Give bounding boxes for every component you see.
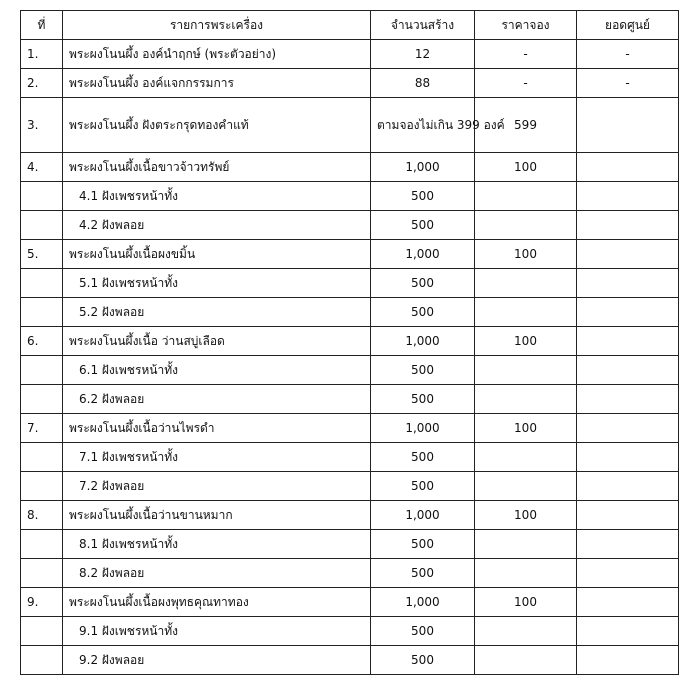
item-name-cell: 7.1 ฝังเพชรหน้าทั้ง <box>63 443 371 472</box>
row-number-cell <box>21 443 63 472</box>
price-cell: 100 <box>475 153 577 182</box>
price-cell <box>475 646 577 675</box>
page-bottom-margin <box>20 688 678 700</box>
quantity-cell: 500 <box>371 559 475 588</box>
table-row <box>21 617 679 646</box>
item-name-cell: 4.2 ฝังพลอย <box>63 211 371 240</box>
center-total-cell: - <box>577 69 679 98</box>
item-name-cell: 9.1 ฝังเพชรหน้าทั้ง <box>63 617 371 646</box>
table-row <box>21 443 679 472</box>
table-row <box>21 356 679 385</box>
quantity-cell: 1,000 <box>371 327 475 356</box>
price-cell <box>475 385 577 414</box>
item-name-cell: พระผงโนนผึ้งเนื้อขาวจ้าวทรัพย์ <box>63 153 371 182</box>
table-row <box>21 40 679 69</box>
table-row <box>21 69 679 98</box>
row-number-cell: 6. <box>21 327 63 356</box>
row-number-cell <box>21 646 63 675</box>
header-qty: จำนวนสร้าง <box>371 11 475 40</box>
price-cell <box>475 182 577 211</box>
center-total-cell <box>577 530 679 559</box>
center-total-cell <box>577 472 679 501</box>
table-row <box>21 153 679 182</box>
quantity-cell: 500 <box>371 356 475 385</box>
row-number-cell <box>21 617 63 646</box>
quantity-cell: 1,000 <box>371 414 475 443</box>
item-name-cell: พระผงโนนผึ้ง ฝังตระกรุดทองคำแท้ <box>63 98 371 153</box>
center-total-cell <box>577 153 679 182</box>
center-total-cell <box>577 501 679 530</box>
quantity-cell: 1,000 <box>371 588 475 617</box>
quantity-cell: 500 <box>371 530 475 559</box>
row-number-cell <box>21 182 63 211</box>
price-cell <box>475 269 577 298</box>
table-row <box>21 385 679 414</box>
quantity-cell: 500 <box>371 443 475 472</box>
table-row <box>21 588 679 617</box>
quantity-cell: 500 <box>371 472 475 501</box>
center-total-cell <box>577 240 679 269</box>
row-number-cell <box>21 356 63 385</box>
item-name-cell: พระผงโนนผึ้งเนื้อผงพุทธคุณทาทอง <box>63 588 371 617</box>
item-name-cell: 8.2 ฝังพลอย <box>63 559 371 588</box>
row-number-cell <box>21 472 63 501</box>
header-name: รายการพระเครื่อง <box>63 11 371 40</box>
price-cell: 100 <box>475 240 577 269</box>
table-body <box>21 40 679 675</box>
center-total-cell <box>577 385 679 414</box>
table-row <box>21 646 679 675</box>
center-total-cell <box>577 269 679 298</box>
item-name-cell: 6.2 ฝังพลอย <box>63 385 371 414</box>
center-total-cell <box>577 414 679 443</box>
table-row <box>21 327 679 356</box>
center-total-cell: - <box>577 40 679 69</box>
row-number-cell: 8. <box>21 501 63 530</box>
center-total-cell <box>577 559 679 588</box>
quantity-cell: 1,000 <box>371 240 475 269</box>
table-row <box>21 269 679 298</box>
price-cell: 599 <box>475 98 577 153</box>
item-name-cell: พระผงโนนผึ้ง องค์นำฤกษ์ (พระตัวอย่าง) <box>63 40 371 69</box>
row-number-cell <box>21 530 63 559</box>
price-cell <box>475 617 577 646</box>
quantity-cell: 1,000 <box>371 501 475 530</box>
quantity-cell: 88 <box>371 69 475 98</box>
quantity-cell: 500 <box>371 269 475 298</box>
row-number-cell <box>21 298 63 327</box>
quantity-cell: ตามจองไม่เกิน 399 องค์ <box>371 98 475 153</box>
row-number-cell: 4. <box>21 153 63 182</box>
row-number-cell <box>21 559 63 588</box>
table-header-row <box>21 11 679 40</box>
price-cell: - <box>475 40 577 69</box>
item-name-cell: พระผงโนนผึ้งเนื้อว่านขานหมาก <box>63 501 371 530</box>
item-name-cell: 8.1 ฝังเพชรหน้าทั้ง <box>63 530 371 559</box>
table-row <box>21 559 679 588</box>
item-name-cell: 7.2 ฝังพลอย <box>63 472 371 501</box>
row-number-cell: 3. <box>21 98 63 153</box>
center-total-cell <box>577 327 679 356</box>
table-row <box>21 414 679 443</box>
row-number-cell <box>21 269 63 298</box>
item-name-cell: 5.1 ฝังเพชรหน้าทั้ง <box>63 269 371 298</box>
item-name-cell: พระผงโนนผึ้งเนื้อผงขมิ้น <box>63 240 371 269</box>
quantity-cell: 500 <box>371 211 475 240</box>
table-row <box>21 530 679 559</box>
center-total-cell <box>577 443 679 472</box>
quantity-cell: 12 <box>371 40 475 69</box>
quantity-cell: 500 <box>371 385 475 414</box>
quantity-cell: 500 <box>371 298 475 327</box>
price-cell <box>475 472 577 501</box>
row-number-cell <box>21 211 63 240</box>
table-row <box>21 182 679 211</box>
item-name-cell: พระผงโนนผึ้งเนื้อ ว่านสบู่เลือด <box>63 327 371 356</box>
center-total-cell <box>577 98 679 153</box>
table-row <box>21 240 679 269</box>
quantity-cell: 1,000 <box>371 153 475 182</box>
quantity-cell: 500 <box>371 646 475 675</box>
item-name-cell: 4.1 ฝังเพชรหน้าทั้ง <box>63 182 371 211</box>
table-row <box>21 298 679 327</box>
quantity-cell: 500 <box>371 617 475 646</box>
price-cell <box>475 298 577 327</box>
row-number-cell: 2. <box>21 69 63 98</box>
quantity-cell: 500 <box>371 182 475 211</box>
header-center: ยอดศูนย์ <box>577 11 679 40</box>
price-cell: - <box>475 69 577 98</box>
price-cell <box>475 559 577 588</box>
item-name-cell: พระผงโนนผึ้งเนื้อว่านไพรดำ <box>63 414 371 443</box>
price-cell: 100 <box>475 327 577 356</box>
row-number-cell: 1. <box>21 40 63 69</box>
center-total-cell <box>577 588 679 617</box>
row-number-cell: 7. <box>21 414 63 443</box>
row-number-cell: 9. <box>21 588 63 617</box>
price-cell: 100 <box>475 588 577 617</box>
center-total-cell <box>577 211 679 240</box>
table-row <box>21 98 679 153</box>
item-name-cell: 6.1 ฝังเพชรหน้าทั้ง <box>63 356 371 385</box>
row-number-cell: 5. <box>21 240 63 269</box>
table-row <box>21 211 679 240</box>
row-number-cell <box>21 385 63 414</box>
item-name-cell: 9.2 ฝังพลอย <box>63 646 371 675</box>
price-cell <box>475 356 577 385</box>
price-cell: 100 <box>475 501 577 530</box>
table-row <box>21 501 679 530</box>
price-cell: 100 <box>475 414 577 443</box>
item-name-cell: 5.2 ฝังพลอย <box>63 298 371 327</box>
header-no: ที่ <box>21 11 63 40</box>
center-total-cell <box>577 182 679 211</box>
center-total-cell <box>577 646 679 675</box>
header-price: ราคาจอง <box>475 11 577 40</box>
price-cell <box>475 211 577 240</box>
center-total-cell <box>577 356 679 385</box>
item-name-cell: พระผงโนนผึ้ง องค์แจกกรรมการ <box>63 69 371 98</box>
center-total-cell <box>577 617 679 646</box>
amulet-order-table <box>20 10 679 675</box>
price-cell <box>475 443 577 472</box>
price-cell <box>475 530 577 559</box>
table-row <box>21 472 679 501</box>
center-total-cell <box>577 298 679 327</box>
